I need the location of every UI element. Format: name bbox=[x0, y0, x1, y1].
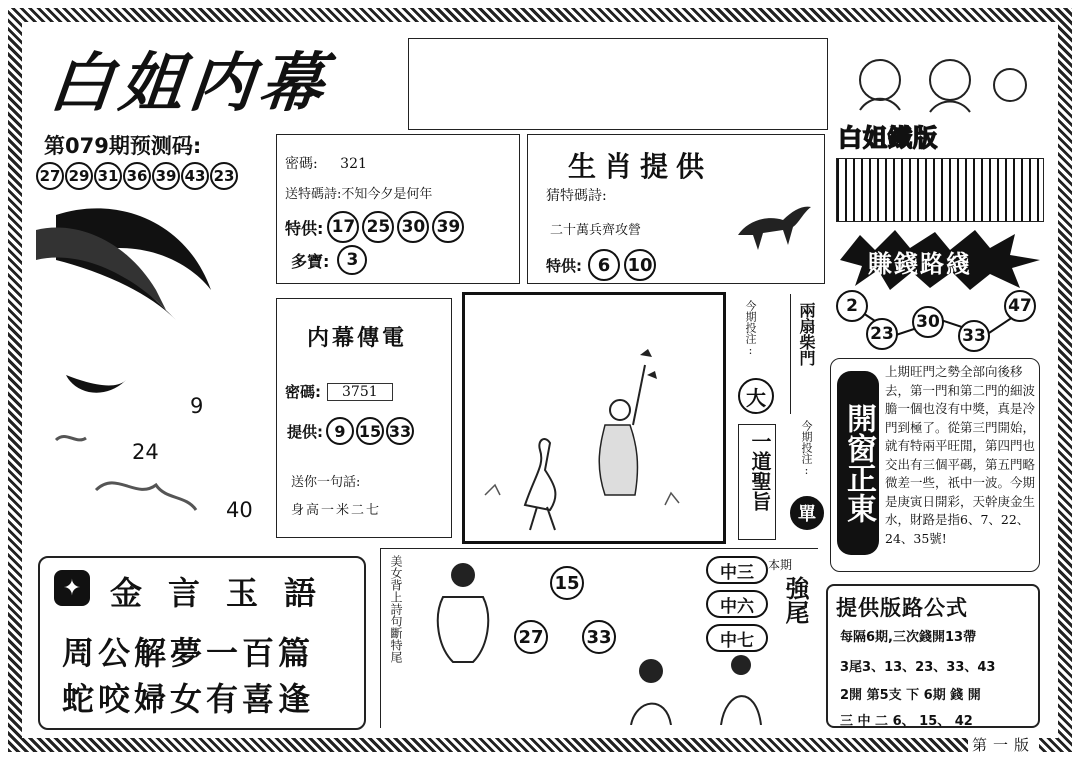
vertical-b-box bbox=[738, 424, 776, 540]
inside-info-title: 内幕傳電 bbox=[307, 325, 408, 351]
prediction-number: 36 bbox=[123, 162, 151, 190]
beauty-illustration bbox=[413, 557, 503, 667]
beauty-vertical: 美女背上詩句斷特尾 bbox=[389, 555, 403, 663]
special-label: 特供: bbox=[546, 256, 582, 275]
golden-line-2: 蛇咬婦女有喜逢 bbox=[62, 680, 315, 718]
special-number: 6 bbox=[588, 249, 620, 281]
money-route-number: 30 bbox=[912, 306, 944, 338]
money-route-title: 賺錢路綫 bbox=[868, 249, 972, 278]
golden-words-title: 金言玉語 bbox=[110, 574, 343, 612]
beauty-number: 33 bbox=[582, 620, 616, 654]
strong-tail-pick: 中三 bbox=[706, 556, 768, 584]
children-illustration bbox=[840, 40, 1040, 120]
bet-label-1: 今期投注: bbox=[744, 300, 757, 357]
page-label: 第一版 bbox=[968, 734, 1039, 755]
money-route-number: 33 bbox=[958, 320, 990, 352]
provide-number: 15 bbox=[356, 417, 384, 445]
golden-line-1: 周公解夢一百篇 bbox=[62, 634, 315, 672]
special-number: 17 bbox=[327, 211, 359, 243]
prediction-number: 43 bbox=[181, 162, 209, 190]
money-route-number: 2 bbox=[836, 290, 868, 322]
provide-numbers bbox=[326, 417, 414, 445]
golden-words-box bbox=[38, 556, 366, 730]
iron-board-title: 白姐鐵版 bbox=[838, 124, 938, 152]
code-label: 密碼: bbox=[285, 383, 321, 401]
formula-line-3: 2開 第5支 下 6期 錢 開 bbox=[840, 688, 981, 703]
special-label: 特供: bbox=[285, 218, 324, 238]
provide-number: 9 bbox=[326, 417, 354, 445]
code-value: 321 bbox=[340, 156, 367, 172]
special-number: 25 bbox=[362, 211, 394, 243]
phrase-label: 送你一句話: bbox=[291, 475, 361, 490]
bird-icon: ✦ bbox=[54, 570, 90, 606]
strong-tail-title: 強尾 bbox=[781, 576, 810, 624]
analysis-box bbox=[830, 358, 1040, 572]
beauty-number: 15 bbox=[550, 566, 584, 600]
special-number: 39 bbox=[432, 211, 464, 243]
face-illustration bbox=[36, 200, 226, 530]
bonus-label: 多寶: bbox=[291, 251, 330, 271]
provide-number: 33 bbox=[386, 417, 414, 445]
special-numbers bbox=[327, 211, 464, 243]
window-badge: 開窗正東 bbox=[837, 371, 879, 555]
vertical-a: 兩扇柴門 bbox=[797, 302, 816, 366]
prediction-number: 31 bbox=[94, 162, 122, 190]
code-box-1 bbox=[276, 134, 520, 284]
prediction-label: 第079期预测码: bbox=[44, 134, 202, 158]
code-label: 密碼: bbox=[285, 156, 318, 172]
bet-value-2: 單 bbox=[790, 496, 824, 530]
prediction-numbers bbox=[36, 162, 238, 190]
formula-line-2: 3尾3、13、23、33、43 bbox=[840, 660, 996, 675]
analysis-text: 上期旺門之勢全部向後移去，第一門和第二門的細波膽一個也沒有中獎，真是冷門到極了。從第三門開始，就有特兩平旺閒，第四門也交出有三個平碼，第五門略微差一些，祇中一波。今期是庚寅日開彩，天幹庚金生水，財路是指6、7、22、24、35號! bbox=[885, 364, 1036, 546]
crane-and-child-illustration bbox=[465, 295, 723, 541]
code-value: 3751 bbox=[327, 383, 393, 401]
formula-line-4: 三 中 二 6、 15、 42 bbox=[840, 714, 973, 729]
zodiac-box bbox=[527, 134, 825, 284]
formula-title: 提供版路公式 bbox=[836, 596, 968, 620]
strong-tail-label: 本期 bbox=[768, 558, 793, 572]
center-picture bbox=[462, 292, 726, 544]
strong-tail-pick: 中六 bbox=[706, 590, 768, 618]
couple-illustration bbox=[621, 649, 781, 725]
prediction-number: 23 bbox=[210, 162, 238, 190]
vertical-b: 一道聖旨 bbox=[748, 431, 772, 511]
prediction-number: 29 bbox=[65, 162, 93, 190]
top-ad-box bbox=[408, 38, 828, 130]
page-title: 白姐内幕 bbox=[45, 46, 334, 121]
stray-number-1: 9 bbox=[190, 394, 204, 418]
phrase-text: 身高一米二七 bbox=[291, 503, 382, 518]
stray-number-3: 40 bbox=[226, 498, 253, 522]
bonus-number: 3 bbox=[337, 245, 367, 275]
stray-number-2: 24 bbox=[132, 440, 159, 464]
poem-text: 不知今夕是何年 bbox=[341, 187, 433, 202]
provide-label: 提供: bbox=[287, 422, 323, 441]
inside-info-box bbox=[276, 298, 452, 538]
money-route-number: 23 bbox=[866, 318, 898, 350]
beauty-number: 27 bbox=[514, 620, 548, 654]
zodiac-title: 生肖提供 bbox=[568, 150, 713, 183]
formula-line-1: 每隔6期,三次錢開13帶 bbox=[840, 630, 977, 645]
prediction-number: 27 bbox=[36, 162, 64, 190]
special-number: 30 bbox=[397, 211, 429, 243]
poem-label: 送特碼詩: bbox=[285, 187, 342, 202]
formula-box bbox=[826, 584, 1040, 728]
iron-board-grid bbox=[836, 158, 1044, 222]
prediction-number: 39 bbox=[152, 162, 180, 190]
special-number: 10 bbox=[624, 249, 656, 281]
poem-label: 猜特碼詩: bbox=[546, 188, 607, 204]
bet-value-1: 大 bbox=[738, 378, 774, 414]
special-numbers bbox=[588, 249, 656, 281]
money-route-number: 47 bbox=[1004, 290, 1036, 322]
bet-label-2: 今期投注: bbox=[800, 420, 813, 477]
poem-text: 二十萬兵齊攻營 bbox=[550, 223, 642, 238]
strong-tail-pick: 中七 bbox=[706, 624, 768, 652]
vertical-a-box bbox=[790, 294, 820, 414]
horse-illustration bbox=[733, 195, 813, 255]
